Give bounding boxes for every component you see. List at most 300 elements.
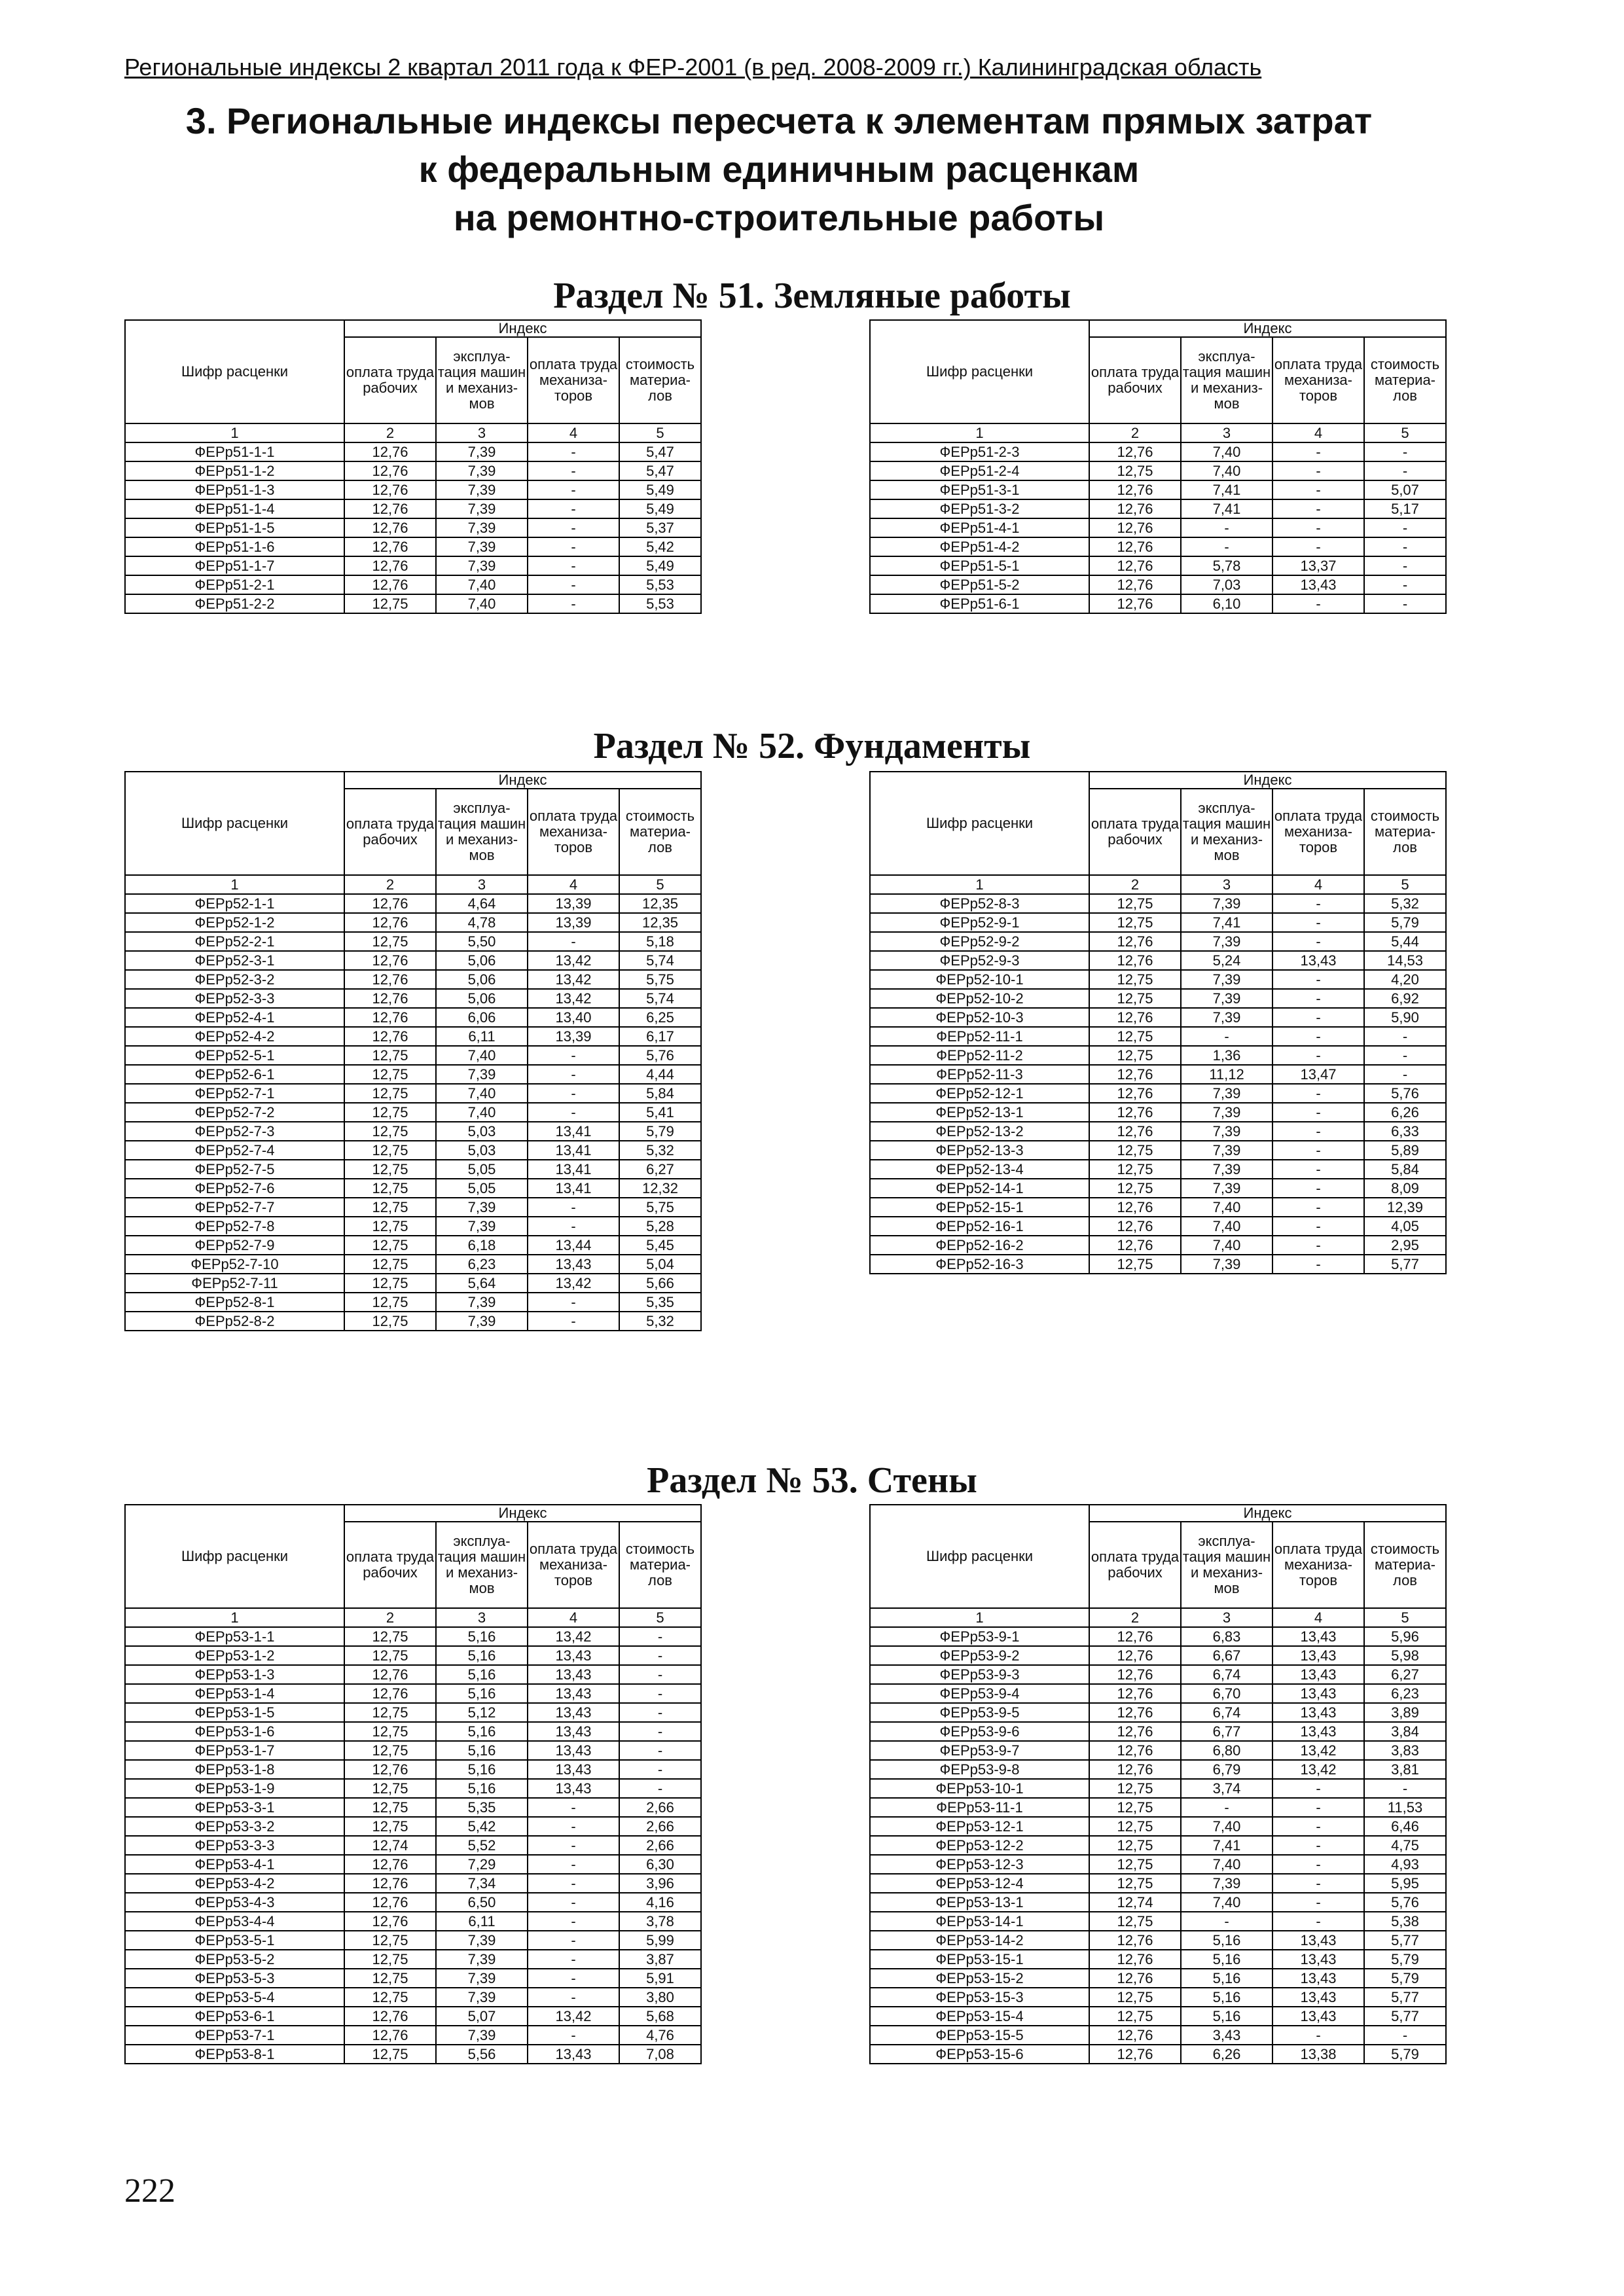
index-value-cell: 5,91	[619, 1969, 701, 1988]
column-header-machines: эксплуа-тация машин и механиз-мов	[1181, 1522, 1272, 1608]
index-value-cell: 12,75	[1089, 1027, 1181, 1046]
index-value-cell: 7,40	[436, 1103, 528, 1122]
index-value-cell: 13,43	[528, 1703, 619, 1722]
index-table	[124, 771, 702, 1331]
rate-code-cell: ФЕРр53-12-1	[870, 1817, 1089, 1836]
index-value-cell: -	[1364, 537, 1446, 556]
index-value-cell: 12,75	[344, 1160, 436, 1179]
table-row	[870, 575, 1446, 594]
index-value-cell: 4,78	[436, 913, 528, 932]
index-value-cell: 5,16	[436, 1627, 528, 1646]
rate-code-cell: ФЕРр51-2-4	[870, 461, 1089, 480]
index-value-cell: 13,39	[528, 894, 619, 913]
index-value-cell: 13,43	[528, 2045, 619, 2064]
index-value-cell: -	[1272, 518, 1364, 537]
column-number: 5	[1364, 423, 1446, 442]
table-row	[125, 461, 701, 480]
index-value-cell: 13,47	[1272, 1065, 1364, 1084]
index-value-cell: 12,76	[344, 518, 436, 537]
index-value-cell: -	[1272, 1027, 1364, 1046]
index-value-cell: 12,75	[344, 1046, 436, 1065]
rate-code-cell: ФЕРр53-4-3	[125, 1893, 344, 1912]
index-value-cell: 5,35	[619, 1293, 701, 1312]
index-value-cell: 7,39	[436, 442, 528, 461]
index-value-cell: 13,43	[1272, 1931, 1364, 1950]
index-value-cell: 13,43	[1272, 1988, 1364, 2007]
index-value-cell: 12,76	[1089, 537, 1181, 556]
column-header-materials: стоимость материа-лов	[1364, 1522, 1446, 1608]
index-value-cell: 12,76	[1089, 2026, 1181, 2045]
table-row	[125, 913, 701, 932]
table-row	[870, 499, 1446, 518]
table-row	[125, 1646, 701, 1665]
index-value-cell: 6,79	[1181, 1760, 1272, 1779]
rate-code-cell: ФЕРр52-7-3	[125, 1122, 344, 1141]
index-value-cell: 5,84	[1364, 1160, 1446, 1179]
column-number: 1	[870, 875, 1089, 894]
index-value-cell: 4,75	[1364, 1836, 1446, 1855]
column-number: 3	[1181, 875, 1272, 894]
table-row	[870, 1836, 1446, 1855]
section-title: Раздел № 53. Стены	[647, 1460, 977, 1501]
index-value-cell: 3,81	[1364, 1760, 1446, 1779]
index-value-cell: 6,23	[1364, 1684, 1446, 1703]
column-header-operators: оплата труда механиза-торов	[528, 789, 619, 875]
table-row	[870, 1084, 1446, 1103]
index-value-cell: 5,06	[436, 951, 528, 970]
table-row	[870, 1198, 1446, 1217]
column-number: 4	[528, 423, 619, 442]
index-value-cell: 5,77	[1364, 1988, 1446, 2007]
index-value-cell: 13,41	[528, 1122, 619, 1141]
index-value-cell: -	[528, 1931, 619, 1950]
index-value-cell: 2,66	[619, 1798, 701, 1817]
index-value-cell: -	[528, 1893, 619, 1912]
index-value-cell: 7,39	[436, 537, 528, 556]
rate-code-cell: ФЕРр52-7-8	[125, 1217, 344, 1236]
rate-code-cell: ФЕРр53-1-5	[125, 1703, 344, 1722]
index-value-cell: 7,39	[436, 1988, 528, 2007]
rate-code-cell: ФЕРр51-3-2	[870, 499, 1089, 518]
table-row	[125, 518, 701, 537]
index-value-cell: 12,76	[344, 1684, 436, 1703]
index-value-cell: 5,74	[619, 951, 701, 970]
index-value-cell: 7,40	[1181, 1198, 1272, 1217]
index-value-cell: 12,75	[344, 1950, 436, 1969]
rate-code-cell: ФЕРр53-15-1	[870, 1950, 1089, 1969]
index-value-cell: 5,18	[619, 932, 701, 951]
index-value-cell: 5,37	[619, 518, 701, 537]
rate-code-cell: ФЕРр52-1-1	[125, 894, 344, 913]
column-number: 4	[528, 875, 619, 894]
index-value-cell: -	[1272, 1836, 1364, 1855]
index-value-cell: 5,16	[436, 1684, 528, 1703]
column-number: 2	[344, 423, 436, 442]
index-value-cell: -	[1272, 1046, 1364, 1065]
index-value-cell: -	[528, 575, 619, 594]
index-value-cell: 6,25	[619, 1008, 701, 1027]
index-value-cell: -	[528, 594, 619, 613]
rate-code-cell: ФЕРр52-3-1	[125, 951, 344, 970]
index-value-cell: 5,76	[1364, 1084, 1446, 1103]
index-value-cell: 5,79	[1364, 2045, 1446, 2064]
column-number: 3	[436, 875, 528, 894]
table-row	[125, 1969, 701, 1988]
rate-code-cell: ФЕРр51-1-4	[125, 499, 344, 518]
index-value-cell: 7,39	[436, 1065, 528, 1084]
index-value-cell: 5,89	[1364, 1141, 1446, 1160]
index-value-cell: 12,75	[1089, 2007, 1181, 2026]
index-value-cell: 7,03	[1181, 575, 1272, 594]
index-value-cell: 5,16	[1181, 1950, 1272, 1969]
index-value-cell: 7,39	[436, 461, 528, 480]
index-value-cell: 5,16	[436, 1779, 528, 1798]
rate-code-cell: ФЕРр52-7-9	[125, 1236, 344, 1255]
index-value-cell: 13,41	[528, 1160, 619, 1179]
table-row	[125, 1274, 701, 1293]
table-row	[870, 1969, 1446, 1988]
index-value-cell: -	[1181, 1798, 1272, 1817]
index-value-cell: -	[528, 556, 619, 575]
rate-code-cell: ФЕРр53-9-2	[870, 1646, 1089, 1665]
index-value-cell: 12,76	[344, 1874, 436, 1893]
index-value-cell: 6,27	[619, 1160, 701, 1179]
index-value-cell: -	[619, 1684, 701, 1703]
index-value-cell: 6,18	[436, 1236, 528, 1255]
index-value-cell: 5,47	[619, 461, 701, 480]
rate-code-cell: ФЕРр52-13-4	[870, 1160, 1089, 1179]
table-row	[870, 480, 1446, 499]
header-row	[125, 320, 701, 337]
rate-code-cell: ФЕРр52-16-1	[870, 1217, 1089, 1236]
rate-code-cell: ФЕРр52-7-11	[125, 1274, 344, 1293]
column-header-machines: эксплуа-тация машин и механиз-мов	[436, 1522, 528, 1608]
table-row	[125, 1627, 701, 1646]
index-value-cell: 5,79	[1364, 1950, 1446, 1969]
index-value-cell: 7,39	[436, 1969, 528, 1988]
column-number: 4	[1272, 875, 1364, 894]
index-value-cell: 5,77	[1364, 1931, 1446, 1950]
index-value-cell: 12,76	[344, 1027, 436, 1046]
index-value-cell: -	[619, 1760, 701, 1779]
index-value-cell: 7,39	[436, 1198, 528, 1217]
index-value-cell: 12,76	[1089, 1646, 1181, 1665]
rate-code-cell: ФЕРр52-3-2	[125, 970, 344, 989]
index-value-cell: 8,09	[1364, 1179, 1446, 1198]
table-row	[125, 1198, 701, 1217]
index-value-cell: -	[528, 480, 619, 499]
column-number: 5	[1364, 1608, 1446, 1627]
index-value-cell: -	[528, 537, 619, 556]
index-value-cell: 6,26	[1181, 2045, 1272, 2064]
index-value-cell: 12,75	[1089, 1179, 1181, 1198]
rate-code-cell: ФЕРр52-9-1	[870, 913, 1089, 932]
table-row	[125, 1703, 701, 1722]
index-value-cell: 5,05	[436, 1179, 528, 1198]
index-value-cell: 12,75	[344, 1627, 436, 1646]
index-value-cell: 5,77	[1364, 1255, 1446, 1274]
index-value-cell: 12,76	[1089, 1198, 1181, 1217]
column-header-materials: стоимость материа-лов	[619, 1522, 701, 1608]
index-value-cell: 13,42	[1272, 1741, 1364, 1760]
index-value-cell: 12,76	[1089, 1741, 1181, 1760]
index-value-cell: -	[1364, 575, 1446, 594]
index-value-cell: -	[528, 1084, 619, 1103]
index-value-cell: 12,75	[344, 1274, 436, 1293]
table-row	[870, 461, 1446, 480]
index-value-cell: -	[1272, 1217, 1364, 1236]
column-header-machines: эксплуа-тация машин и механиз-мов	[1181, 789, 1272, 875]
index-value-cell: -	[1364, 461, 1446, 480]
index-value-cell: 6,27	[1364, 1665, 1446, 1684]
title-line-2: к федеральным единичным расценкам	[418, 149, 1140, 190]
index-value-cell: 12,75	[1089, 989, 1181, 1008]
index-value-cell: 4,20	[1364, 970, 1446, 989]
index-value-cell: 12,76	[344, 951, 436, 970]
table-row	[870, 1760, 1446, 1779]
rate-code-cell: ФЕРр51-6-1	[870, 594, 1089, 613]
index-value-cell: 14,53	[1364, 951, 1446, 970]
index-value-cell: 12,75	[344, 1065, 436, 1084]
rate-code-cell: ФЕРр53-9-7	[870, 1741, 1089, 1760]
index-value-cell: 13,44	[528, 1236, 619, 1255]
table-row	[125, 575, 701, 594]
index-value-cell: 6,23	[436, 1255, 528, 1274]
index-value-cell: 5,49	[619, 556, 701, 575]
index-value-cell: 12,75	[1089, 970, 1181, 989]
index-value-cell: 12,75	[1089, 1874, 1181, 1893]
index-value-cell: -	[1364, 1027, 1446, 1046]
index-value-cell: 7,39	[1181, 1874, 1272, 1893]
column-number: 4	[1272, 423, 1364, 442]
column-number: 5	[1364, 875, 1446, 894]
header-row	[870, 772, 1446, 789]
table-row	[870, 537, 1446, 556]
table-row	[870, 1798, 1446, 1817]
rate-code-cell: ФЕРр53-14-2	[870, 1931, 1089, 1950]
index-value-cell: 7,40	[1181, 1855, 1272, 1874]
index-value-cell: 5,06	[436, 970, 528, 989]
table-row	[870, 1046, 1446, 1065]
rate-code-cell: ФЕРр51-4-1	[870, 518, 1089, 537]
rate-code-cell: ФЕРр51-5-1	[870, 556, 1089, 575]
title-line-3: на ремонтно-строительные работы	[453, 197, 1105, 238]
index-value-cell: -	[1364, 556, 1446, 575]
index-value-cell: 5,84	[619, 1084, 701, 1103]
rate-code-cell: ФЕРр53-1-9	[125, 1779, 344, 1798]
index-value-cell: 5,50	[436, 932, 528, 951]
index-value-cell: 12,75	[344, 1103, 436, 1122]
column-number: 2	[1089, 875, 1181, 894]
index-value-cell: 12,76	[1089, 2045, 1181, 2064]
index-value-cell: 5,44	[1364, 932, 1446, 951]
rate-code-cell: ФЕРр52-8-2	[125, 1312, 344, 1331]
index-value-cell: -	[1272, 1084, 1364, 1103]
table-row	[870, 1874, 1446, 1893]
table-row	[870, 1217, 1446, 1236]
rate-code-cell: ФЕРр53-15-6	[870, 2045, 1089, 2064]
column-header-code: Шифр расценки	[870, 320, 1089, 423]
index-value-cell: -	[1272, 1255, 1364, 1274]
table-row	[870, 1179, 1446, 1198]
index-value-cell: 5,17	[1364, 499, 1446, 518]
index-value-cell: 13,40	[528, 1008, 619, 1027]
table-row	[870, 1141, 1446, 1160]
column-number: 5	[619, 875, 701, 894]
index-value-cell: 12,75	[1089, 913, 1181, 932]
index-value-cell: 5,68	[619, 2007, 701, 2026]
index-value-cell: 7,40	[436, 594, 528, 613]
rate-code-cell: ФЕРр53-1-3	[125, 1665, 344, 1684]
index-value-cell: 12,75	[344, 1122, 436, 1141]
index-value-cell: 12,76	[1089, 1931, 1181, 1950]
index-value-cell: 7,39	[436, 499, 528, 518]
rate-code-cell: ФЕРр52-7-5	[125, 1160, 344, 1179]
index-value-cell: 5,32	[619, 1312, 701, 1331]
index-value-cell: 13,43	[1272, 1703, 1364, 1722]
rate-code-cell: ФЕРр51-2-1	[125, 575, 344, 594]
index-value-cell: -	[528, 1312, 619, 1331]
index-value-cell: 12,75	[344, 1779, 436, 1798]
table-row	[125, 480, 701, 499]
index-value-cell: 3,74	[1181, 1779, 1272, 1798]
index-value-cell: 5,79	[1364, 913, 1446, 932]
rate-code-cell: ФЕРр53-1-6	[125, 1722, 344, 1741]
index-value-cell: 5,99	[619, 1931, 701, 1950]
rate-code-cell: ФЕРр53-12-3	[870, 1855, 1089, 1874]
index-value-cell: 4,93	[1364, 1855, 1446, 1874]
index-value-cell: 13,43	[1272, 1950, 1364, 1969]
column-header-index: Индекс	[344, 772, 701, 789]
index-value-cell: 12,76	[1089, 1103, 1181, 1122]
table-row	[870, 894, 1446, 913]
index-value-cell: -	[619, 1722, 701, 1741]
index-value-cell: 5,16	[1181, 1931, 1272, 1950]
column-header-operators: оплата труда механиза-торов	[1272, 337, 1364, 423]
index-value-cell: 3,80	[619, 1988, 701, 2007]
index-value-cell: -	[1272, 480, 1364, 499]
table-row	[125, 2045, 701, 2064]
rate-code-cell: ФЕРр52-13-1	[870, 1103, 1089, 1122]
column-number: 5	[619, 423, 701, 442]
index-value-cell: 13,43	[528, 1760, 619, 1779]
index-value-cell: 7,34	[436, 1874, 528, 1893]
index-value-cell: -	[1364, 1046, 1446, 1065]
index-value-cell: 13,43	[1272, 1646, 1364, 1665]
rate-code-cell: ФЕРр51-4-2	[870, 537, 1089, 556]
table-row	[125, 1722, 701, 1741]
rate-code-cell: ФЕРр53-14-1	[870, 1912, 1089, 1931]
table-row	[870, 2007, 1446, 2026]
index-value-cell: 12,75	[1089, 1988, 1181, 2007]
index-value-cell: 7,40	[436, 1084, 528, 1103]
index-value-cell: -	[1272, 894, 1364, 913]
index-value-cell: 12,75	[1089, 1255, 1181, 1274]
column-number: 3	[1181, 1608, 1272, 1627]
index-value-cell: 7,39	[1181, 970, 1272, 989]
index-value-cell: -	[528, 1217, 619, 1236]
rate-code-cell: ФЕРр51-1-2	[125, 461, 344, 480]
table-row	[125, 1760, 701, 1779]
index-value-cell: 7,40	[1181, 1236, 1272, 1255]
table-row	[125, 1741, 701, 1760]
index-value-cell: 12,75	[344, 1741, 436, 1760]
index-value-cell: 12,75	[344, 1217, 436, 1236]
index-value-cell: 12,75	[1089, 894, 1181, 913]
index-value-cell: 7,39	[1181, 1255, 1272, 1274]
index-value-cell: 12,76	[1089, 556, 1181, 575]
index-value-cell: -	[528, 1798, 619, 1817]
index-value-cell: -	[1272, 594, 1364, 613]
table-row	[125, 1179, 701, 1198]
rate-code-cell: ФЕРр52-7-2	[125, 1103, 344, 1122]
index-value-cell: 7,39	[436, 1312, 528, 1331]
index-value-cell: -	[528, 1065, 619, 1084]
index-value-cell: 12,76	[344, 970, 436, 989]
index-value-cell: 12,76	[1089, 480, 1181, 499]
table-row	[870, 1912, 1446, 1931]
table-row	[125, 1779, 701, 1798]
index-value-cell: 12,75	[344, 1646, 436, 1665]
table-row	[125, 1084, 701, 1103]
table-row	[125, 1836, 701, 1855]
index-value-cell: 12,76	[1089, 1665, 1181, 1684]
table-row	[870, 1627, 1446, 1646]
section-title: Раздел № 52. Фундаменты	[593, 726, 1031, 766]
index-value-cell: 5,75	[619, 970, 701, 989]
index-value-cell: -	[528, 1950, 619, 1969]
index-value-cell: 12,75	[344, 1798, 436, 1817]
index-value-cell: 11,12	[1181, 1065, 1272, 1084]
column-header-labor: оплата труда рабочих	[344, 789, 436, 875]
index-value-cell: 12,74	[344, 1836, 436, 1855]
table-row	[125, 1988, 701, 2007]
table-row	[125, 1255, 701, 1274]
rate-code-cell: ФЕРр52-7-7	[125, 1198, 344, 1217]
rate-code-cell: ФЕРр53-4-4	[125, 1912, 344, 1931]
index-value-cell: 5,49	[619, 480, 701, 499]
table-row	[125, 1065, 701, 1084]
column-number: 2	[1089, 1608, 1181, 1627]
index-value-cell: 3,78	[619, 1912, 701, 1931]
index-value-cell: 5,12	[436, 1703, 528, 1722]
index-value-cell: 12,76	[1089, 442, 1181, 461]
index-value-cell: -	[1272, 1912, 1364, 1931]
index-value-cell: 2,66	[619, 1836, 701, 1855]
index-value-cell: 12,75	[344, 2045, 436, 2064]
rate-code-cell: ФЕРр53-5-1	[125, 1931, 344, 1950]
index-value-cell: 5,96	[1364, 1627, 1446, 1646]
rate-code-cell: ФЕРр52-7-1	[125, 1084, 344, 1103]
rate-code-cell: ФЕРр53-9-3	[870, 1665, 1089, 1684]
rate-code-cell: ФЕРр51-2-3	[870, 442, 1089, 461]
index-value-cell: 7,39	[436, 1950, 528, 1969]
index-value-cell: 7,39	[436, 556, 528, 575]
index-value-cell: 12,76	[1089, 1008, 1181, 1027]
table-row	[870, 2026, 1446, 2045]
rate-code-cell: ФЕРр51-1-3	[125, 480, 344, 499]
rate-code-cell: ФЕРр52-10-3	[870, 1008, 1089, 1027]
index-value-cell: 12,75	[344, 1817, 436, 1836]
column-number: 1	[125, 1608, 344, 1627]
index-value-cell: 12,76	[1089, 1722, 1181, 1741]
rate-code-cell: ФЕРр52-11-2	[870, 1046, 1089, 1065]
index-value-cell: 12,76	[1089, 1703, 1181, 1722]
index-value-cell: 13,41	[528, 1141, 619, 1160]
table-row	[125, 1931, 701, 1950]
index-value-cell: 13,43	[528, 1646, 619, 1665]
index-value-cell: -	[528, 932, 619, 951]
